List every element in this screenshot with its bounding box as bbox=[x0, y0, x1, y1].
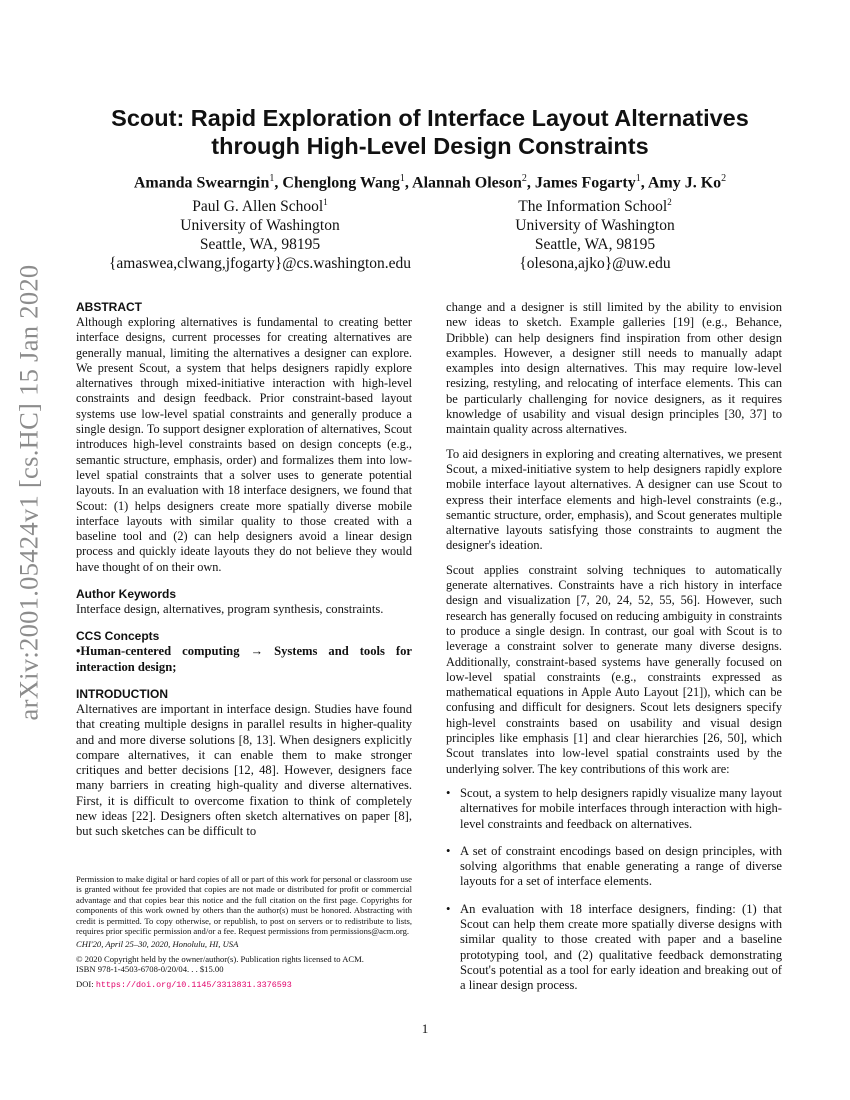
intro-paragraph: To aid designers in exploring and creating alternatives, we present Scout, a mixed-initiative system to help designers rapidly explore mobile interface layout alternatives. A designer can use Scout to express their interface elements and high-level constraints (e.g., semantic structure, order, emphasis), and Scout generates multiple alternative layouts satisfying those constraints to augment the designer's ideation. bbox=[446, 446, 782, 553]
title-line-1: Scout: Rapid Exploration of Interface Layout Alternatives bbox=[111, 105, 749, 131]
contributions-list bbox=[446, 786, 782, 994]
permission-notice: Permission to make digital or hard copies of all or part of this work for personal or classroom use is granted without fee provided that copies are not made or distributed for profit or commercial advantage and that copies bear this notice and the full citation on the first page. Copyrights for components of this work owned by others than the author(s) must be honored. Abstracting with credit is permitted. To copy otherwise, or republish, to post on servers or to redistribute to lists, requires prior specific permission and/or a fee. Request permissions from permissions@acm.org. bbox=[76, 874, 412, 937]
author-name: Alannah Oleson bbox=[412, 174, 522, 192]
affil-email: {olesona,ajko}@uw.edu bbox=[519, 255, 671, 273]
list-item bbox=[446, 902, 782, 994]
keywords-heading: Author Keywords bbox=[76, 587, 177, 602]
left-column bbox=[76, 300, 412, 840]
author-name: Amy J. Ko bbox=[647, 174, 722, 192]
title-line-2: through High-Level Design Constraints bbox=[211, 133, 649, 159]
page-number: 1 bbox=[421, 1021, 429, 1036]
affil-city: Seattle, WA, 98195 bbox=[199, 236, 321, 254]
abstract-text: Although exploring alternatives is fundamental to creating better interface designs, current processes for creating alternatives are generally manual, limiting the alternatives a designer can explore. We present Scout, a system that helps designers rapidly explore alternatives through mixed-initiative interaction with high-level constraints and design feedback. Prior constraint-based layout systems use low-level spatial constraints and generally produce a single design. To support designer exploration of alternatives, Scout introduces high-level constraints based on design concepts (e.g., semantic structure, emphasis, order) and formalizes them into low-level spatial constraints that a solver uses to generate potential layouts. In an evaluation with 18 interface designers, we found that Scout: (1) helps designers create more spatially diverse mobile interface layouts with similar quality to those created with a baseline tool and (2) can help designers avoid a linear design process and quickly ideate layouts they do not believe they would have thought of on their own. bbox=[76, 315, 412, 574]
paper-title bbox=[75, 104, 785, 160]
list-item-text: Scout, a system to help designers rapidly visualize many layout alternatives for mobile interfaces through interaction with high-level constraints and feedback on alternatives. bbox=[460, 785, 782, 831]
copyright-footer bbox=[76, 874, 412, 990]
affil-city: Seattle, WA, 98195 bbox=[534, 236, 656, 254]
bullet-glyph: • bbox=[446, 843, 451, 858]
right-column bbox=[446, 300, 782, 1005]
affil-marker: 2 bbox=[667, 197, 672, 207]
author-affil-marker: 2 bbox=[721, 173, 727, 184]
author-affil-marker: 1 bbox=[399, 173, 405, 184]
list-item bbox=[446, 844, 782, 890]
doi-line bbox=[76, 979, 412, 990]
arxiv-stamp bbox=[4, 264, 54, 721]
author-name: James Fogarty bbox=[534, 174, 636, 192]
list-item-text: An evaluation with 18 interface designers, finding: (1) that Scout can help them create more spatially diverse designs with similar quality to those created with paper and a baseline prototyping tool, and (2) qualitative feedback demonstrating Scout's potential as a tool for early ideation and breaking out of a linear design process. bbox=[460, 901, 782, 993]
intro-paragraph: change and a designer is still limited by the ability to envision new ideas to sketch. Example galleries [19] (e.g., Behance, Dribble) can help designers find inspiration from other design examples. However, a designer still needs to manually adapt examples into design alternatives. This may require low-level resizing, restyling, and relocating of interface elements. This can be particularly challenging for novice designers, as it requires knowledge of usability and visual design principles [30, 37] to maintain quality across alternatives. bbox=[446, 300, 782, 437]
affil-university: University of Washington bbox=[180, 217, 340, 235]
author-name: Amanda Swearngin bbox=[133, 174, 270, 192]
list-item-text: A set of constraint encodings based on design principles, with solving algorithms that enable generating a range of diverse layouts for a set of interface elements. bbox=[460, 843, 782, 889]
doi-label: DOI: bbox=[76, 978, 94, 989]
introduction-text: Alternatives are important in interface design. Studies have found that creating multiple designs in parallel results in higher-quality and and more diverse solutions [8, 13]. When designers explicitly compare alternatives, it can enable them to make stronger critiques and better decisions [12, 48]. However, designers face many barriers in creating high-quality and diverse alternatives. First, it is difficult to overcome fixation to think of completely new ideas [22]. Designers often sketch alternatives on paper [8], but such sketches can be difficult to bbox=[76, 701, 412, 839]
introduction-heading: INTRODUCTION bbox=[76, 686, 168, 701]
author-affil-marker: 1 bbox=[269, 173, 275, 184]
ccs-text: •Human-centered computing → Systems and tools for interaction design; bbox=[76, 644, 412, 674]
author-affil-marker: 1 bbox=[635, 173, 641, 184]
ccs-heading: CCS Concepts bbox=[76, 629, 160, 644]
affil-email: {amaswea,clwang,jfogarty}@cs.washington.edu bbox=[108, 255, 412, 273]
intro-paragraph: Scout applies constraint solving techniques to automatically generate alternatives. Constraints have a rich history in interface design and visualization [7, 20, 24, 52, 55, 56]. However, such research has generally focused on reducing ambiguity in constraints to produce a single design. In contrast, our goal with Scout is to leverage a constraint solver to generate many diverse designs. Additionally, constraint-based systems have generally focused on low-level spatial constraints (e.g., constraints expressed as mathematical equations in Apple Auto Layout [21]), which can be confusing and difficult for designers. Scout lets designers specify high-level constraints based on usability and visual design principles like emphasis [1] and clear hierarchies [26, 50], which Scout translates into low-level spatial constraints used by the underlying solver. The key contributions of this work are: bbox=[446, 562, 782, 776]
affil-marker: 1 bbox=[323, 197, 328, 207]
list-item bbox=[446, 786, 782, 832]
keywords-text: Interface design, alternatives, program synthesis, constraints. bbox=[76, 602, 384, 617]
arxiv-stamp-text: arXiv:2001.05424v1 [cs.HC] 15 Jan 2020 bbox=[13, 264, 44, 721]
copyright-notice bbox=[76, 954, 412, 975]
affil-school: The Information School bbox=[518, 198, 668, 216]
copyright-line-2: ISBN 978-1-4503-6708-0/20/04. . . $15.00 bbox=[76, 964, 224, 975]
affil-university: University of Washington bbox=[515, 217, 675, 235]
conference-info: CHI'20, April 25–30, 2020, Honolulu, HI, USA bbox=[76, 939, 239, 950]
affiliation-right bbox=[460, 193, 730, 273]
abstract-heading: ABSTRACT bbox=[76, 300, 142, 314]
bullet-glyph: • bbox=[446, 785, 451, 800]
bullet-glyph: • bbox=[446, 901, 451, 916]
author-name: Chenglong Wang bbox=[282, 174, 400, 192]
affiliation-left bbox=[90, 193, 430, 273]
affil-school: Paul G. Allen School bbox=[192, 198, 324, 216]
author-affil-marker: 2 bbox=[521, 173, 527, 184]
copyright-line-1: © 2020 Copyright held by the owner/author(s). Publication rights licensed to ACM. bbox=[76, 953, 364, 964]
doi-link[interactable]: https://doi.org/10.1145/3313831.3376593 bbox=[95, 979, 292, 990]
author-list: Amanda Swearngin$^1$, Chenglong Wang$^1$, Alannah Oleson$^2$, James Fogarty$^1$, Amy J. Ko$^2$ bbox=[133, 173, 727, 192]
